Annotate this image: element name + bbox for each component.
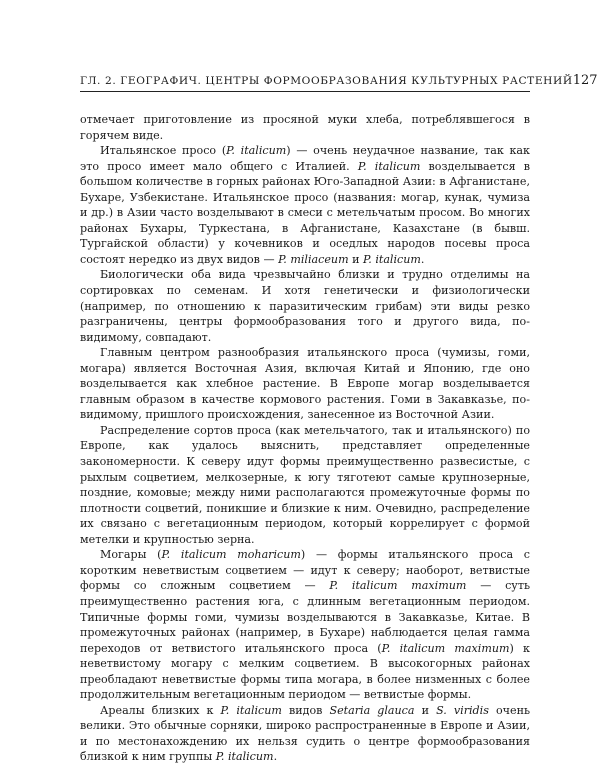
text-run: . xyxy=(420,252,425,266)
running-head-title: ГЛ. 2. ГЕОГРАФИЧ. ЦЕНТРЫ ФОРМООБРАЗОВАНИЯ КУЛЬТУРНЫХ РАСТЕНИЙ xyxy=(80,75,573,87)
text-run: . xyxy=(273,750,278,764)
text-run: видов xyxy=(281,703,330,717)
text-run: отмечает приготовление из просяной муки хлеба, потреблявшегося в горячем виде. xyxy=(80,113,530,142)
body-text xyxy=(80,112,530,765)
latin-name: Setaria glauca xyxy=(329,703,415,717)
text-run: и xyxy=(348,252,364,266)
text-run: Ареалы близких к xyxy=(100,703,221,717)
paragraph xyxy=(80,345,530,423)
text-run: — суть преимущественно растения юга, с длинным вегетационным периодом. Типичные формы гоми, чумизы возделываются в Закавказье, Китае. В промежуточных районах (например, в Бухаре) наблюдается целая гамма переходов от ветвистого итальянского проса ( xyxy=(80,579,530,655)
latin-name: S. viridis xyxy=(436,703,489,717)
text-run: Главным центром разнообразия итальянского проса (чумизы, гоми, могара) является Восточная Азия, включая Китай и Японию, где оно возделывается как хлебное растение. В Европе могар возделывается главным образом в качестве кормового растения. Гоми в Закавказье, по-видимому, пришлого происхождения, занесенное из Восточной Азии. xyxy=(80,346,530,422)
text-run: ) к неветвистому могару с мелким соцветием. В высокогорных районах преобладают неветвистые формы типа могара, в более низменных с более продолжительным вегетационным периодом — ветвистые формы. xyxy=(80,641,530,702)
latin-name: P. italicum maximum xyxy=(381,641,510,655)
text-run: очень велики. Это обычные сорняки, широко распространенные в Европе и Азии, и по местонахождению их нельзя судить о центре формообразования близкой к ним группы xyxy=(80,703,530,764)
paragraph xyxy=(80,267,530,345)
paragraph xyxy=(80,703,530,765)
text-run: Итальянское просо ( xyxy=(100,144,227,158)
latin-name: P. italicum xyxy=(357,159,421,173)
latin-name: P. italicum xyxy=(220,703,282,717)
text-run: Биологически оба вида чрезвычайно близки и трудно отделимы на сортировках по семенам. И хотя генетически и физиологически (например, по отношению к паразитическим грибам) эти виды резко разграничены, центры формообразования того и другого вида, по-видимому, совпадают. xyxy=(80,268,530,344)
text-run: ) — формы итальянского проса с коротким неветвистым соцветием — идут к северу; наоборот, ветвистые формы со сложным соцветием — xyxy=(80,548,531,593)
latin-name: P. miliaceum xyxy=(278,252,349,266)
latin-name: P. italicum xyxy=(363,252,421,266)
text-run: ) — очень неудачное название, так как это просо имеет мало общего с Италией. xyxy=(80,144,530,173)
paragraph xyxy=(80,547,530,702)
text-run: возделывается в большом количестве в горных районах Юго-Западной Азии: в Афганистане, Бухаре, Узбекистане. Итальянское просо (названия: могар, кунак, чумиза и др.) в Азии часто возделывают в смеси с метельчатым просом. Во многих районах Бухары, Туркестана, в Афганистане, Казахстане (в бывш. Тургайской области) у кочевников и оседлых народов посевы проса состоят нередко из двух видов — xyxy=(80,159,530,266)
paragraph xyxy=(80,423,530,547)
page-number: 127 xyxy=(572,73,598,88)
text-run: Распределение сортов проса (как метельчатого, так и итальянского) по Европе, как удалось выяснить, представляет определенные закономерности. К северу идут формы преимущественно развесистые, с рыхлым соцветием, мелкозерные, к югу тяготеют самые крупнозерные, поздние, комовые; между ними располагаются промежуточные формы по плотности соцветий, поникшие и близкие к ним. Очевидно, распределение их связано с вегетационным периодом, который коррелирует с формой метелки и крупностью зерна. xyxy=(80,423,530,546)
latin-name: P. italicum xyxy=(226,144,287,158)
latin-name: P. italicum xyxy=(215,750,274,764)
paragraph xyxy=(80,143,530,267)
text-run: и xyxy=(414,703,437,717)
text-run: Могары ( xyxy=(100,548,162,562)
paragraph xyxy=(80,112,530,143)
latin-name: P. italicum moharicum xyxy=(161,548,301,562)
latin-name: P. italicum maximum xyxy=(329,579,467,593)
running-head xyxy=(80,73,598,92)
